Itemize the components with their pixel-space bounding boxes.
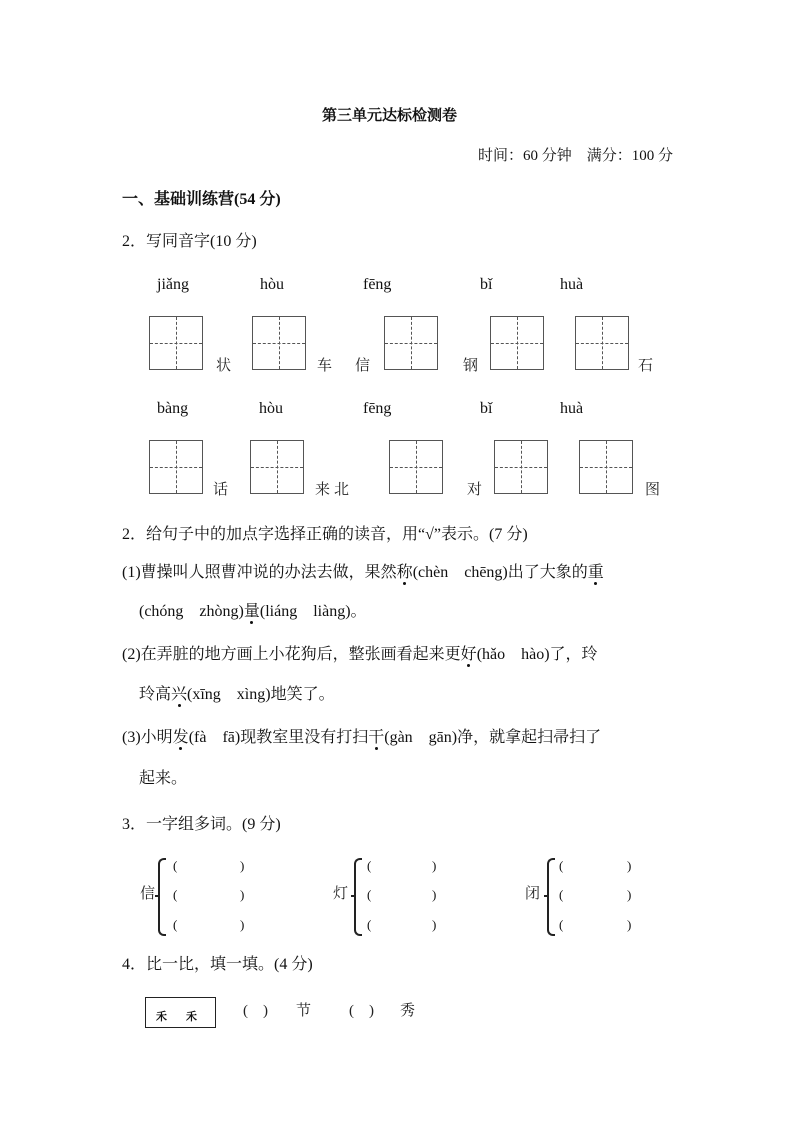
writing-box[interactable]: [389, 440, 443, 494]
open-paren[interactable]: (: [367, 887, 372, 902]
close-paren[interactable]: ): [432, 858, 437, 873]
word-char: 来: [315, 482, 331, 498]
pinyin: bàng: [157, 400, 189, 417]
sentence-3-cont: 起来。: [139, 770, 188, 787]
page-title: 第三单元达标检测卷: [322, 108, 458, 124]
section-heading: 一、基础训练营(54 分): [122, 191, 281, 208]
word-char: 节: [296, 1003, 312, 1019]
word-char: 秀: [400, 1003, 416, 1019]
box-char: 禾: [156, 1011, 167, 1023]
writing-box[interactable]: [579, 440, 633, 494]
question-2-heading: 2．给句子中的加点字选择正确的读音，用“√”表示。(7 分): [122, 526, 528, 543]
writing-box[interactable]: [384, 316, 438, 370]
word-char: 信: [355, 358, 371, 374]
open-paren[interactable]: (: [173, 887, 178, 902]
box-char: 禾: [186, 1011, 197, 1023]
close-paren[interactable]: ): [240, 858, 245, 873]
character-box: [145, 997, 216, 1028]
writing-box[interactable]: [149, 440, 203, 494]
pinyin: fēng: [363, 400, 392, 417]
open-paren[interactable]: (: [559, 917, 564, 932]
word-char: 车: [317, 358, 333, 374]
open-paren[interactable]: (: [367, 858, 372, 873]
pinyin: fēng: [363, 276, 392, 293]
writing-box[interactable]: [250, 440, 304, 494]
pinyin: bǐ: [480, 400, 493, 417]
close-paren[interactable]: ): [627, 887, 632, 902]
brace: [158, 858, 166, 936]
word-char: 信: [140, 886, 156, 902]
word-char: 话: [213, 482, 229, 498]
writing-box[interactable]: [494, 440, 548, 494]
writing-box[interactable]: [575, 316, 629, 370]
question-3-heading: 3．一字组多词。(9 分): [122, 816, 281, 833]
question-4-heading: 4．比一比，填一填。(4 分): [122, 956, 313, 973]
word-char: 闭: [525, 886, 541, 902]
word-char: 钢: [463, 358, 479, 374]
writing-box[interactable]: [490, 316, 544, 370]
pinyin: hòu: [260, 276, 284, 293]
pinyin: jiǎng: [157, 276, 189, 293]
writing-box[interactable]: [149, 316, 203, 370]
word-char: 对: [467, 482, 483, 498]
word-char: 灯: [333, 886, 349, 902]
pinyin: bǐ: [480, 276, 493, 293]
open-paren[interactable]: (: [173, 917, 178, 932]
close-paren[interactable]: ): [432, 917, 437, 932]
brace: [354, 858, 362, 936]
open-paren[interactable]: (: [367, 917, 372, 932]
open-paren[interactable]: (: [173, 858, 178, 873]
word-char: 北: [334, 482, 350, 498]
fill-blank[interactable]: ( ): [349, 1003, 374, 1019]
question-1-heading: 2．写同音字(10 分): [122, 233, 257, 250]
sentence-2: (2)在弄脏的地方画上小花狗后，整张画看起来更好(hǎo hào)了，玲: [122, 646, 598, 663]
pinyin: huà: [560, 276, 584, 293]
sentence-2-cont: 玲高兴(xīng xìng)地笑了。: [139, 686, 335, 703]
sentence-1: (1)曹操叫人照曹冲说的办法去做，果然称(chèn chēng)出了大象的重: [122, 564, 604, 581]
pinyin: hòu: [259, 400, 283, 417]
close-paren[interactable]: ): [432, 887, 437, 902]
open-paren[interactable]: (: [559, 858, 564, 873]
sentence-3: (3)小明发(fà fā)现教室里没有打扫干(gàn gān)净，就拿起扫帚扫了: [122, 729, 602, 746]
pinyin: huà: [560, 400, 584, 417]
close-paren[interactable]: ): [240, 887, 245, 902]
brace: [547, 858, 555, 936]
exam-meta: 时间：60 分钟 满分：100 分: [477, 148, 673, 164]
open-paren[interactable]: (: [559, 887, 564, 902]
word-char: 图: [645, 482, 661, 498]
word-char: 状: [216, 358, 232, 374]
close-paren[interactable]: ): [240, 917, 245, 932]
word-char: 石: [638, 358, 654, 374]
close-paren[interactable]: ): [627, 858, 632, 873]
writing-box[interactable]: [252, 316, 306, 370]
fill-blank[interactable]: ( ): [243, 1003, 268, 1019]
close-paren[interactable]: ): [627, 917, 632, 932]
sentence-1-cont: (chóng zhòng)量(liáng liàng)。: [139, 603, 367, 620]
